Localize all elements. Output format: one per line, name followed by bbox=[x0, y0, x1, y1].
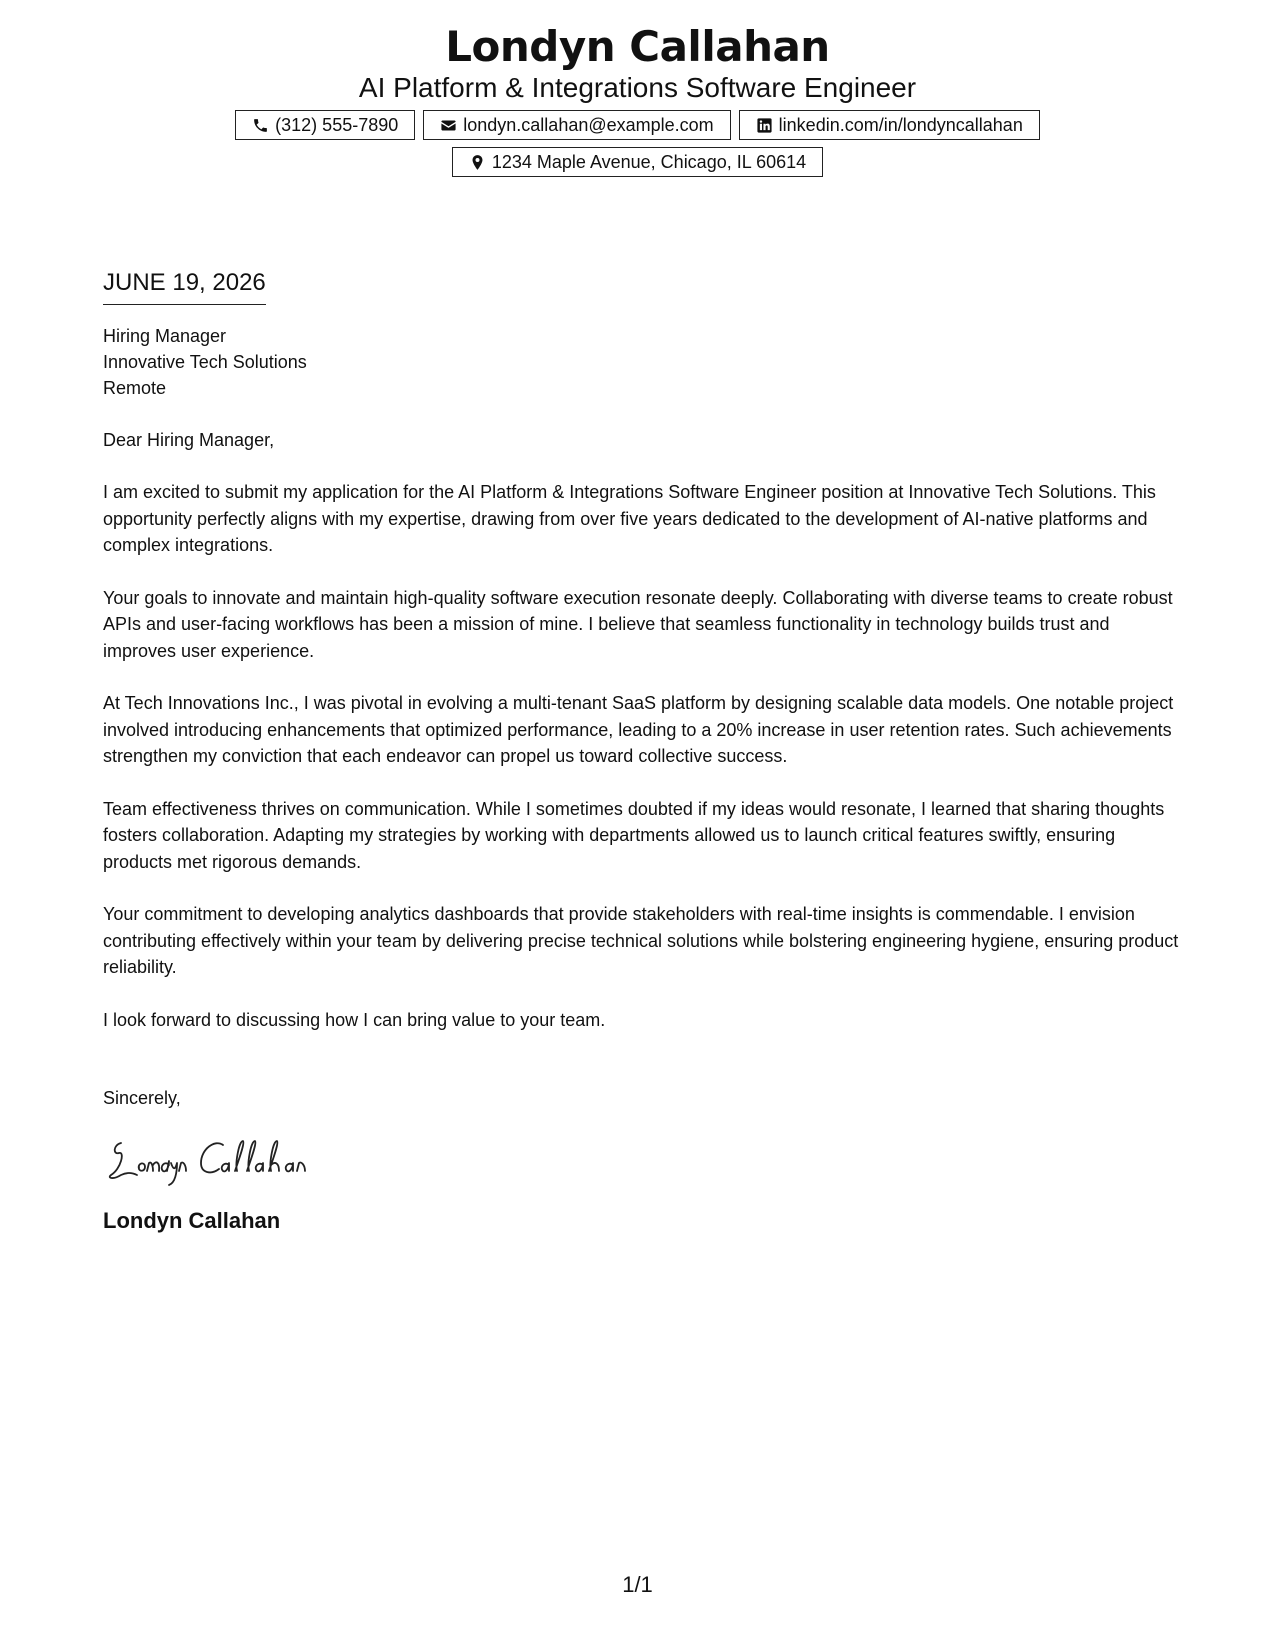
email-contact[interactable] bbox=[423, 110, 730, 140]
closing: Sincerely, bbox=[103, 1088, 181, 1108]
recipient-location: Remote bbox=[103, 378, 167, 398]
letter-date: JUNE 19, 2026 bbox=[103, 268, 266, 305]
contact-row-primary bbox=[0, 110, 1275, 140]
body-paragraph: I look forward to discussing how I can bring value to your team. bbox=[103, 1009, 606, 1030]
handwritten-signature bbox=[103, 1129, 1183, 1189]
phone-icon bbox=[252, 117, 269, 134]
phone-text: (312) 555-7890 bbox=[275, 114, 399, 135]
linkedin-contact[interactable] bbox=[739, 110, 1040, 140]
address-text: 1234 Maple Avenue, Chicago, IL 60614 bbox=[491, 151, 807, 172]
recipient-block bbox=[103, 323, 1183, 401]
envelope-icon bbox=[440, 117, 457, 134]
body-paragraph: Your commitment to developing analytics dashboards that provide stakeholders with real-time insights is commendable. I envision contributing effectively within your team by delivering precise technical solutions while bolstering engineering hygiene, ensuring product reliability. bbox=[103, 904, 1179, 977]
applicant-title: AI Platform & Integrations Software Engineer bbox=[358, 72, 917, 103]
signer-name: Londyn Callahan bbox=[103, 1208, 281, 1233]
linkedin-text: linkedin.com/in/londyncallahan bbox=[778, 114, 1023, 135]
address-contact[interactable] bbox=[452, 147, 823, 177]
page-number: 1/1 bbox=[622, 1572, 653, 1597]
recipient-company: Innovative Tech Solutions bbox=[103, 352, 307, 372]
applicant-name: Londyn Callahan bbox=[445, 22, 830, 71]
map-pin-icon bbox=[469, 154, 486, 171]
phone-contact[interactable] bbox=[235, 110, 415, 140]
body-paragraph: Your goals to innovate and maintain high-quality software execution resonate deeply. Collaborating with diverse teams to create robust APIs and user-facing workflows has been a mission of mine. I believe that seamless functionality in technology builds trust and improves user experience. bbox=[103, 587, 1173, 661]
recipient-line: Hiring Manager bbox=[103, 326, 227, 346]
body-paragraph: I am excited to submit my application for the AI Platform & Integrations Software Engineer position at Innovative Tech Solutions. This opportunity perfectly aligns with my expertise, drawing from over five years dedicated to the development of AI-native platforms and complex integrations. bbox=[103, 482, 1156, 555]
letter-header bbox=[0, 22, 1275, 177]
body-paragraph: At Tech Innovations Inc., I was pivotal in evolving a multi-tenant SaaS platform by designing scalable data models. One notable project involved introducing enhancements that optimized performance, leading to a 20% increase in user retention rates. Such achievements strengthen my conviction that each endeavor can propel us toward collective success. bbox=[103, 693, 1174, 766]
letter-body bbox=[103, 268, 1183, 1235]
email-text: londyn.callahan@example.com bbox=[463, 114, 714, 135]
linkedin-icon bbox=[756, 117, 773, 134]
contact-row-secondary bbox=[0, 147, 1275, 177]
salutation: Dear Hiring Manager, bbox=[103, 430, 275, 450]
body-paragraph: Team effectiveness thrives on communication. While I sometimes doubted if my ideas would resonate, I learned that sharing thoughts fosters collaboration. Adapting my strategies by working with departments allowed us to launch critical features swiftly, ensuring products met rigorous demands. bbox=[103, 798, 1165, 872]
